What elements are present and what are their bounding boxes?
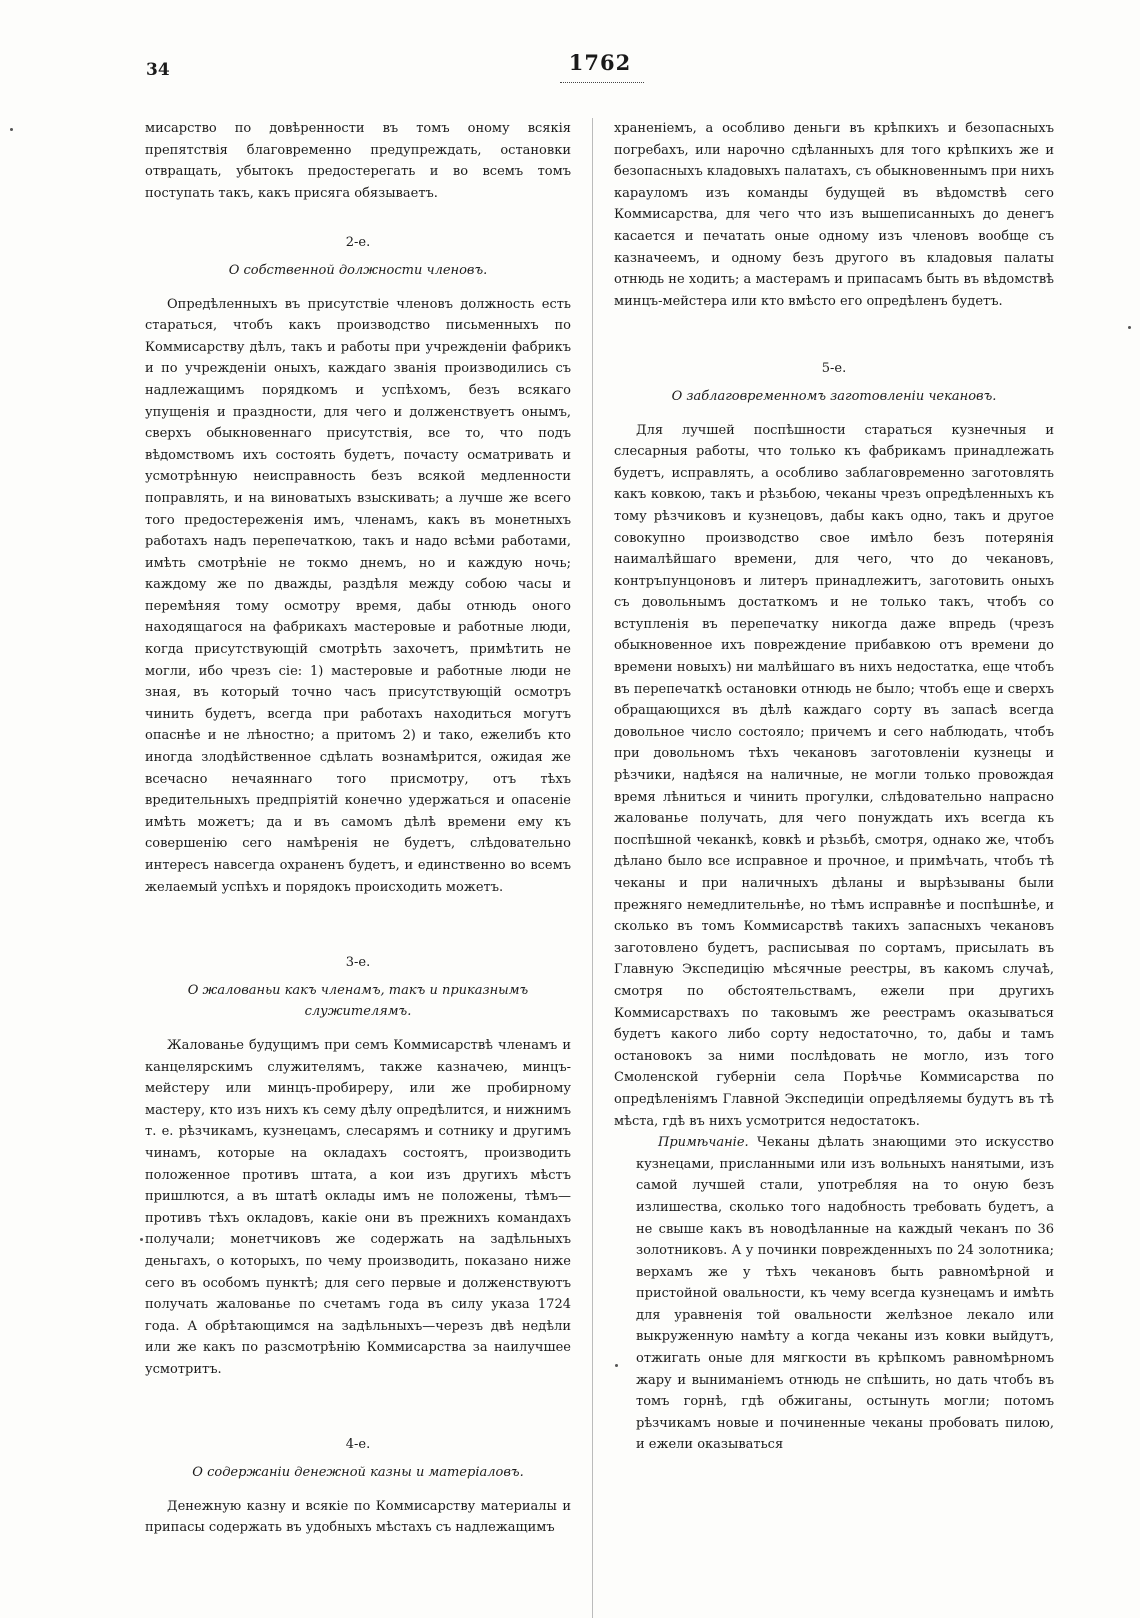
section-paragraph: Денежную казну и всякіе по Коммисарству материалы и припасы содержать въ удобныхъ мѣстахъ съ надлежащимъ [145,1498,571,1536]
page-year-heading: 1762 [568,50,632,75]
note-paragraph [636,1132,1054,1456]
note-label: Примѣчаніе. [658,1135,749,1151]
section-title: О собственной должности членовъ. [228,262,488,278]
left-column [145,118,571,1539]
right-intro-paragraph: храненіемъ, а особливо деньги въ крѣпкихъ и безопасныхъ погребахъ, или нарочно сдѣланныхъ для того крѣпкихъ же и безопасныхъ кладовыхъ палатахъ, съ обыкновеннымъ при нихъ карауломъ изъ команды будущей въ вѣдомствѣ сего Коммисарства, для чего что изъ вышеписанныхъ до денегъ касается и печатать оные одному изъ членовъ вообще съ казначеемъ, и одному безъ другого въ кладовыя палаты отнюдь не ходить; а мастерамъ и припасамъ быть въ вѣдомствѣ минцъ-мейстера или кто вмѣсто его опредѣленъ будетъ. [614,121,1054,309]
note-text: Чеканы дѣлать знающими это искусство кузнецами, присланными или изъ вольныхъ нанятыми, изъ самой лучшей стали, употребляя на то оную безъ излишества, сколько того надобность требовать будетъ, а не свыше какъ въ новодѣланные на каждый чеканъ по 36 золотниковъ. А у починки поврежденныхъ по 24 золотника; верхамъ же у тѣхъ чекановъ быть равномѣрной и пристойной овальности, къ чему всегда кузнецамъ и имѣть для уравненія той овальности желѣзное лекало или выкруженную намѣту а когда чеканы изъ ковки выйдутъ, отжигать оные для мягкости въ крѣпкомъ равномѣрномъ жару и выниманіемъ отнюдь не спѣшить, но дать чтобъ въ томъ горнѣ, гдѣ обжиганы, остынуть могли; потомъ рѣзчикамъ новые и починенные чеканы пробовать пилою, и ежели оказываться [636,1135,1054,1453]
section-number: 3-е. [345,955,371,971]
section-paragraph: Для лучшей поспѣшности стараться кузнечныя и слесарныя работы, что только къ фабрикамъ принадлежать будетъ, исправлять, а особливо заблаговременно заготовлять какъ ковкою, такъ и рѣзьбою, чеканы чрезъ опредѣленныхъ къ тому рѣзчиковъ и кузнецовъ, дабы какъ одно, такъ и другое совокупно производство свое имѣло безъ потерянія наималѣйшаго времени, для чего, что до чекановъ, контръпунцоновъ и литеръ принадлежитъ, заготовить оныхъ съ довольнымъ достаткомъ и не только такъ, чтобъ со вступленія въ перепечатку никогда даже впредь (чрезъ обыкновенное ихъ повреждение прибавкою отъ времени до времени новыхъ) ни малѣйшаго въ нихъ недостатка, еще чтобъ въ перепечаткѣ остановки отнюдь не было; чтобъ еще и сверхъ обращающихся въ дѣлѣ каждаго сорту въ запасѣ всегда довольное число состояло; причемъ и сего наблюдать, чтобъ при довольномъ тѣхъ чекановъ заготовленіи кузнецы и рѣзчики, надѣяся на наличные, не могли только провождая время лѣниться и чинить прогулки, слѣдовательно напрасно жалованье получать, для чего понуждать ихъ всегда къ поспѣшной чеканкѣ, ковкѣ и рѣзьбѣ, смотря, однако же, чтобъ дѣлано было все исправное и прочное, и примѣчать, чтобъ тѣ чеканы и при наличныхъ дѣланы и вырѣзываны были прежняго немедлительнѣе, но тѣмъ исправнѣе и поспѣшнѣе, и сколько въ томъ Коммисарствѣ такихъ запасныхъ чекановъ заготовлено будетъ, расписывая по сортамъ, присылать въ Главную Экспедицію мѣсячные реестры, въ какомъ случаѣ, смотря по обстоятельствамъ, ежели при другихъ Коммисарствахъ по таковымъ же реестрамъ оказываться будетъ какого либо сорту недостаточно, то, дабы и тамъ остановокъ за ними послѣдовать не могло, изъ того Смоленской губерніи села Порѣчье Коммисарства по опредѣленіямъ Главной Экспедиціи опредѣляемы будутъ въ тѣ мѣста, гдѣ въ нихъ усмотрится недостатокъ. [614,422,1054,1129]
section-title: О заблаговременномъ заготовленіи чекановъ. [671,388,997,404]
scan-speck [140,1238,143,1241]
year-underline [560,78,644,83]
right-column [614,118,1054,1456]
section-number: 4-е. [345,1437,371,1453]
left-intro-paragraph: мисарство по довѣренности въ томъ оному всякія препятствія благовременно предупреждать, остановки отвращать, убытокъ предостерегать и во всемъ томъ поступать такъ, какъ присяга обязываетъ. [145,121,571,201]
section-number: 5-е. [821,361,847,377]
scan-speck [10,128,13,131]
section-title: О жалованьи какъ членамъ, такъ и приказнымъ служителямъ. [187,982,529,1020]
scan-speck [1128,326,1131,329]
section-number: 2-е. [345,235,371,251]
column-divider [592,118,593,1618]
scan-speck [615,1364,618,1367]
section-paragraph: Жалованье будущимъ при семъ Коммисарствѣ членамъ и канцелярскимъ служителямъ, также казначею, минцъ-мейстеру или минцъ-пробиреру, или же пробирному мастеру, кто изъ нихъ къ сему дѣлу опредѣлится, и нижнимъ т. е. рѣзчикамъ, кузнецамъ, слесарямъ и сотнику и другимъ чинамъ, которые на окладахъ состоятъ, производить положенное противъ штата, а кои изъ другихъ мѣстъ пришлются, а въ штатѣ оклады имъ не положены, тѣмъ—противъ тѣхъ окладовъ, какіе они въ прежнихъ командахъ получали; монетчиковъ же содержать на задѣльныхъ деньгахъ, о которыхъ, по чему производить, показано ниже сего въ особомъ пунктѣ; для сего первые и долженствуютъ получать жалованье по счетамъ года въ силу указа 1724 года. А обрѣтающимся на задѣльныхъ—черезъ двѣ недѣли или же какъ по разсмотрѣнію Коммисарства за наилучшее усмотритъ. [145,1037,571,1377]
section-title: О содержаніи денежной казны и матеріаловъ. [192,1465,524,1481]
page-number: 34 [146,60,170,80]
section-paragraph: Опредѣленныхъ въ присутствіе членовъ должность есть стараться, чтобъ какъ производство письменныхъ по Коммисарству дѣлъ, такъ и работы при учрежденіи фабрикъ и по учрежденіи оныхъ, каждаго званія производились съ надлежащимъ порядкомъ и успѣхомъ, безъ всякаго упущенія и праздности, для чего и долженствуетъ онымъ, сверхъ обыкновеннаго присутствія, все то, что подъ вѣдомствомъ ихъ состоять будетъ, почасту осматривать и усмотрѣнную неисправность безъ всякой медленности поправлять, и на виноватыхъ взыскивать; а лучше же всего того предостереженія имъ, членамъ, какъ въ монетныхъ работахъ надъ перепечаткою, такъ и надо всѣми работами, имѣть смотрѣніе не токмо днемъ, но и каждую ночь; каждому же по дважды, раздѣля между собою часы и перемѣняя тому осмотру время, дабы отнюдь оного находящагося на фабрикахъ мастеровые и работные люди, когда присутствующій смотрѣть захочетъ, примѣтить не могли, ибо чрезъ сіе: 1) мастеровые и работные люди не зная, въ который точно часъ присутствующій осмотръ чинить будетъ, всегда при работахъ находиться могутъ опаснѣе и не лѣностно; а притомъ 2) и тако, ежелибъ кто иногда злодѣйственное сдѣлать вознамѣрится, ожидая же всечасно нечаяннаго того присмотру, отъ тѣхъ вредительныхъ предпріятій конечно удержаться и опасеніе имѣть можетъ; да и въ самомъ дѣлѣ времени ему къ совершенію сего намѣренія не будетъ, слѣдовательно интересъ навсегда охраненъ будетъ, и единственно во всемъ желаемый успѣхъ и порядокъ происходить можетъ. [145,296,571,895]
